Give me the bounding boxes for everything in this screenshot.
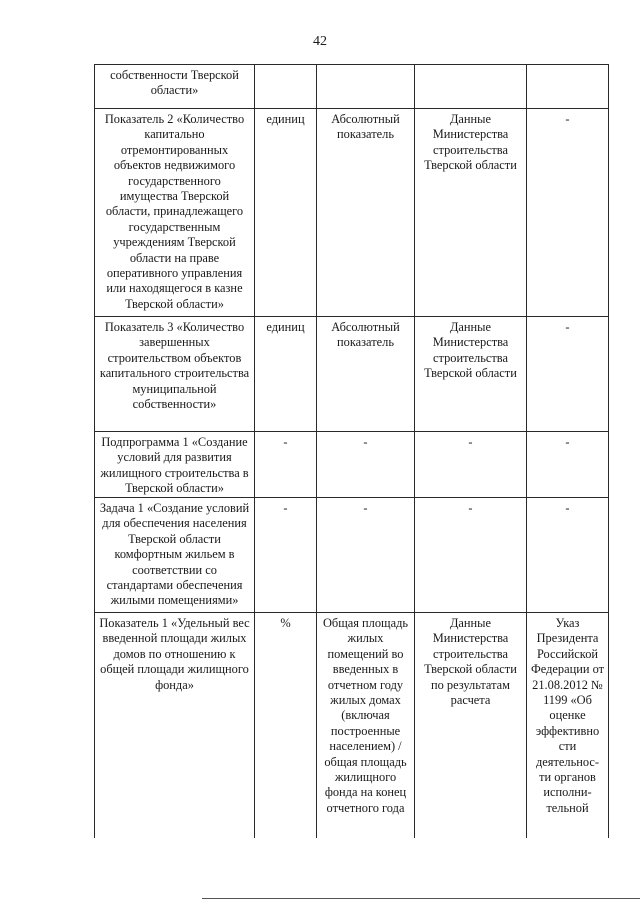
- calculation-method-cell: Общая площадь жилых помещений во введенных в отчетном году жилых домах (включая построенные населением) / общая площадь жилищного фонда на конец отчетного года: [317, 613, 415, 839]
- data-source-cell: -: [415, 432, 527, 498]
- calculation-method-cell: Абсолютный показатель: [317, 317, 415, 432]
- table-row: [95, 317, 609, 432]
- calculation-method-cell: Абсолютный показатель: [317, 109, 415, 317]
- table-row: [95, 432, 609, 498]
- indicator-name-cell: Показатель 2 «Количество капитально отремонтированных объектов недвижимого государственного имущества Тверской области, принадлежащего государственным учреждениям Тверской области на праве оперативного управления или находящегося в казне Тверской области»: [95, 109, 255, 317]
- indicator-name-cell: Задача 1 «Создание условий для обеспечения населения Тверской области комфортным жильем в соответствии со стандартами обеспечения жилыми помещениями»: [95, 498, 255, 613]
- calculation-method-cell: -: [317, 498, 415, 613]
- unit-cell: единиц: [255, 109, 317, 317]
- data-source-cell: -: [415, 498, 527, 613]
- indicator-name-cell: Подпрограмма 1 «Создание условий для развития жилищного строительства в Тверской области»: [95, 432, 255, 498]
- indicator-name-cell: Показатель 1 «Удельный вес введенной площади жилых домов по отношению к общей площади жилищного фонда»: [95, 613, 255, 839]
- table-row: [95, 109, 609, 317]
- unit-cell: единиц: [255, 317, 317, 432]
- normative-basis-cell: -: [527, 317, 609, 432]
- unit-cell: %: [255, 613, 317, 839]
- data-source-cell: [415, 65, 527, 109]
- data-source-cell: Данные Министерства строительства Тверской области: [415, 317, 527, 432]
- unit-cell: -: [255, 432, 317, 498]
- indicator-name-cell: Показатель 3 «Количество завершенных строительством объектов капитального строительства муниципальной собственности»: [95, 317, 255, 432]
- unit-cell: [255, 65, 317, 109]
- calculation-method-cell: -: [317, 432, 415, 498]
- unit-cell: -: [255, 498, 317, 613]
- normative-basis-cell: -: [527, 432, 609, 498]
- indicators-table: [94, 64, 609, 838]
- normative-basis-cell: -: [527, 498, 609, 613]
- data-source-cell: Данные Министерства строительства Тверской области: [415, 109, 527, 317]
- table-row: [95, 65, 609, 109]
- bottom-rule: [202, 898, 640, 899]
- normative-basis-cell: [527, 65, 609, 109]
- table-row: [95, 613, 609, 839]
- table-row: [95, 498, 609, 613]
- normative-basis-cell: -: [527, 109, 609, 317]
- page-number: 42: [313, 34, 327, 49]
- indicator-name-cell: собственности Тверской области»: [95, 65, 255, 109]
- data-source-cell: Данные Министерства строительства Тверской области по результатам расчета: [415, 613, 527, 839]
- normative-basis-cell: Указ Президента Российской Федерации от 21.08.2012 № 1199 «Об оценке эффективно сти деятельнос- ти органов исполни- тельной: [527, 613, 609, 839]
- calculation-method-cell: [317, 65, 415, 109]
